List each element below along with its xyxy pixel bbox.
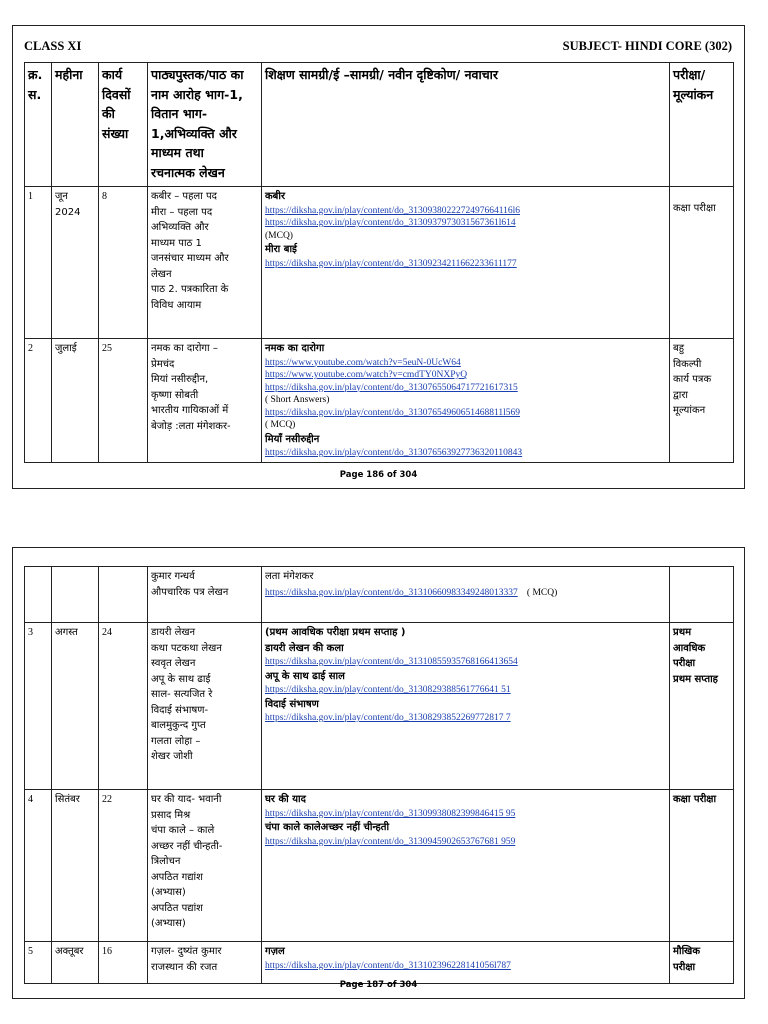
- cell-lessons: कबीर – पहला पद मीरा – पहला पद अभिव्यक्ति और माध्यम पाठ 1 जनसंचार माध्यम और लेखन पाठ 2. पत्रकारिता के विविध आयाम: [148, 187, 262, 339]
- table-row: [25, 942, 734, 984]
- table-header-row: [25, 63, 734, 187]
- resource-link[interactable]: https://www.youtube.com/watch?v=5euN-0UcW64: [265, 357, 461, 368]
- table-row: [25, 187, 734, 339]
- resource-link[interactable]: https://diksha.gov.in/play/content/do_31307655064717721617315: [265, 382, 518, 393]
- cell-month: जून 2024: [52, 187, 99, 339]
- header-textbook-lesson: पाठ्यपुस्तक/पाठ का नाम आरोह भाग-1, वितान भाग- 1,अभिव्यक्ति और माध्यम तथा रचनात्मक लेखन: [148, 63, 262, 187]
- cell-lessons: गज़ल- दुष्यंत कुमार राजस्थान की रजत: [148, 942, 262, 984]
- cell-evaluation: कक्षा परीक्षा: [670, 187, 734, 339]
- cell-lessons: कुमार गन्धर्व औपचारिक पत्र लेखन: [148, 567, 262, 623]
- material-heading: घर की याद: [265, 794, 306, 805]
- syllabus-table: [24, 62, 734, 463]
- cell-material: [262, 339, 670, 463]
- cell-material: [262, 942, 670, 984]
- cell-days: 25: [99, 339, 148, 463]
- resource-link[interactable]: https://diksha.gov.in/play/content/do_3130938022272497664116l6: [265, 205, 520, 216]
- header-working-days: कार्य दिवसों की संख्या: [99, 63, 148, 187]
- resource-link[interactable]: https://diksha.gov.in/play/content/do_313102396228141056l787: [265, 960, 511, 971]
- page-number: Page 187 of 304: [339, 980, 418, 990]
- syllabus-table-continued: [24, 566, 734, 984]
- resource-link[interactable]: https://diksha.gov.in/play/content/do_3131085593576816641З654: [265, 657, 518, 667]
- material-heading: मीरा बाई: [265, 244, 297, 255]
- material-heading: लता मंगेशकर: [265, 571, 314, 582]
- cell-lessons: नमक का दारोगा – प्रेमचंद मियां नसीरुद्दीन, कृष्णा सोबती भारतीय गायिकाओं में बेजोड़ :लता मंगेशकर-: [148, 339, 262, 463]
- cell-sno: [25, 567, 52, 623]
- cell-evaluation: प्रथम आवधिक परीक्षा प्रथम सप्ताह: [670, 623, 734, 790]
- cell-days: [99, 567, 148, 623]
- material-heading: नमक का दारोगा: [265, 343, 325, 354]
- cell-material: [262, 187, 670, 339]
- cell-month: सितंबर: [52, 790, 99, 942]
- table-row: [25, 790, 734, 942]
- cell-sno: 1: [25, 187, 52, 339]
- resource-link[interactable]: https://diksha.gov.in/play/content/do_3130829388561776641 51: [265, 685, 511, 695]
- material-heading: कबीर: [265, 191, 286, 202]
- material-heading: मियाँ नसीरुद्दीन: [265, 433, 320, 445]
- resource-link[interactable]: https://www.youtube.com/watch?v=cmdTY0NXPyQ: [265, 370, 468, 380]
- cell-evaluation: कक्षा परीक्षा: [670, 790, 734, 942]
- table-row: [25, 623, 734, 790]
- resource-link[interactable]: https://diksha.gov.in/play/content/do_3131066098334924801З337: [265, 587, 518, 598]
- cell-month: अगस्त: [52, 623, 99, 790]
- cell-evaluation: मौखिक परीक्षा: [670, 942, 734, 984]
- cell-evaluation: [670, 567, 734, 623]
- header-teaching-material: शिक्षण सामग्री/ई –सामग्री/ नवीन दृष्टिकोण/ नवाचार: [262, 63, 670, 187]
- resource-link[interactable]: https://diksha.gov.in/play/content/do_3130945902653767681 959: [265, 836, 516, 847]
- material-note: (MCQ): [265, 230, 293, 241]
- header-sno: क्र. स.: [25, 63, 52, 187]
- document-page-187: [12, 547, 745, 999]
- resource-link[interactable]: https://diksha.gov.in/play/content/do_31309234211662233611177: [265, 258, 517, 269]
- material-heading: अपू के साथ ढाई साल: [265, 670, 345, 682]
- cell-material: [262, 567, 670, 623]
- cell-sno: 3: [25, 623, 52, 790]
- cell-days: 16: [99, 942, 148, 984]
- material-note: ( Short Answers): [265, 395, 330, 405]
- cell-sno: 4: [25, 790, 52, 942]
- material-note: ( MCQ): [526, 587, 558, 598]
- cell-evaluation: बहु विकल्पी कार्य पत्रक द्वारा मूल्यांकन: [670, 339, 734, 463]
- resource-link[interactable]: https://diksha.gov.in/play/content/do_31307654960651468811l569: [265, 407, 520, 418]
- cell-month: जुलाई: [52, 339, 99, 463]
- resource-link[interactable]: https://diksha.gov.in/play/content/do_31309938082399846415 95: [265, 808, 516, 819]
- cell-material: [262, 623, 670, 790]
- cell-days: 22: [99, 790, 148, 942]
- material-heading: विदाई संभाषण: [265, 698, 319, 710]
- table-row: [25, 567, 734, 623]
- material-heading: (प्रथम आवधिक परीक्षा प्रथम सप्ताह ): [265, 627, 406, 638]
- document-page-186: [12, 25, 745, 489]
- material-heading: डायरी लेखन की कला: [265, 642, 344, 654]
- cell-month: [52, 567, 99, 623]
- material-note: ( MCQ): [265, 420, 296, 430]
- class-label: CLASS XI: [24, 39, 82, 53]
- table-row: [25, 339, 734, 463]
- cell-sno: 5: [25, 942, 52, 984]
- header-evaluation: परीक्षा/ मूल्यांकन: [670, 63, 734, 187]
- resource-link[interactable]: https://diksha.gov.in/play/content/do_31307656392773632011084З: [265, 448, 523, 458]
- header-month: महीना: [52, 63, 99, 187]
- resource-link[interactable]: https://diksha.gov.in/play/content/do_31308293852269772817 7: [265, 713, 511, 723]
- cell-lessons: घर की याद- भवानी प्रसाद मिश्र चंपा काले – काले अच्छर नहीं चीन्हती- त्रिलोचन अपठित गद्यांश (अभ्यास) अपठित पद्यांश (अभ्यास): [148, 790, 262, 942]
- material-heading: गज़ल: [265, 946, 285, 957]
- subject-label: SUBJECT- HINDI CORE (302): [562, 39, 732, 53]
- cell-sno: 2: [25, 339, 52, 463]
- material-heading: चंपा काले कालेअच्छर नहीं चीन्हती: [265, 822, 390, 833]
- page-number: Page 186 of 304: [339, 470, 418, 480]
- cell-days: 8: [99, 187, 148, 339]
- cell-days: 24: [99, 623, 148, 790]
- resource-link[interactable]: https://diksha.gov.in/play/content/do_3130937973031567361l614: [265, 218, 516, 228]
- cell-lessons: डायरी लेखन कथा पटकथा लेखन स्ववृत लेखन अपू के साथ ढाई साल- सत्यजित रे विदाई संभाषण- बालमुकुन्द गुप्त गलता लोहा – शेखर जोशी: [148, 623, 262, 790]
- cell-month: अक्तूबर: [52, 942, 99, 984]
- cell-material: [262, 790, 670, 942]
